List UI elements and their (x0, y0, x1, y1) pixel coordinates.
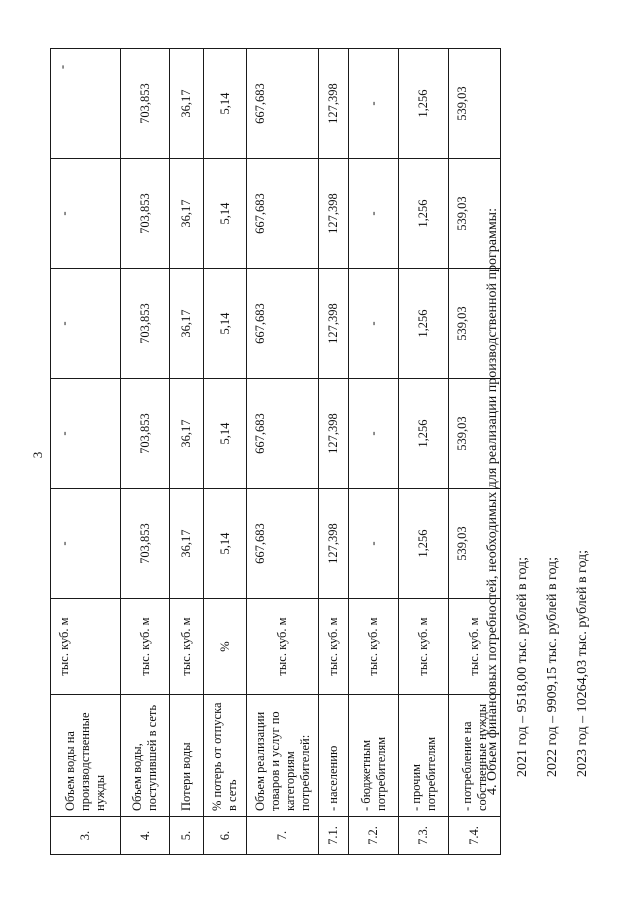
table-row (349, 49, 399, 855)
row-value: - (51, 269, 121, 379)
row-number: 7.2. (349, 817, 399, 855)
row-value: 1,256 (399, 49, 449, 159)
table-row (51, 49, 121, 855)
table-row (204, 49, 247, 855)
row-unit: тыс. куб. м (247, 599, 319, 695)
row-number: 7.4. (449, 817, 501, 855)
row-name: Потери воды (170, 695, 204, 817)
row-unit: % (204, 599, 247, 695)
row-value: 36,17 (170, 159, 204, 269)
row-name: - бюджетным потребителям (349, 695, 399, 817)
row-value: - (51, 49, 121, 159)
row-value: 667,683 (247, 269, 319, 379)
row-number: 7.1. (319, 817, 349, 855)
row-value: 539,03 (449, 269, 501, 379)
row-value: 36,17 (170, 489, 204, 599)
row-value: 539,03 (449, 379, 501, 489)
row-unit: тыс. куб. м (51, 599, 121, 695)
table-row (170, 49, 204, 855)
row-value: 667,683 (247, 489, 319, 599)
table-row (247, 49, 319, 855)
row-value: - (51, 379, 121, 489)
row-value: - (349, 489, 399, 599)
row-value: 1,256 (399, 159, 449, 269)
row-value: 127,398 (319, 269, 349, 379)
row-value: 5,14 (204, 49, 247, 159)
row-number: 3. (51, 817, 121, 855)
row-name: % потерь от отпуска в сеть (204, 695, 247, 817)
row-name: - прочим потребителям (399, 695, 449, 817)
financial-line-2022: 2022 год – 9909,15 тыс. рублей в год; (545, 556, 560, 777)
row-value: - (349, 269, 399, 379)
row-value: 703,853 (121, 379, 170, 489)
row-value: 5,14 (204, 379, 247, 489)
financial-line-2021: 2021 год – 9518,00 тыс. рублей в год; (515, 556, 530, 777)
row-number: 7.3. (399, 817, 449, 855)
row-value: 1,256 (399, 489, 449, 599)
row-value: 5,14 (204, 159, 247, 269)
table-row (121, 49, 170, 855)
row-value: 1,256 (399, 379, 449, 489)
row-unit: тыс. куб. м (399, 599, 449, 695)
row-value: 127,398 (319, 379, 349, 489)
row-value: 703,853 (121, 159, 170, 269)
row-value: 36,17 (170, 379, 204, 489)
row-name: - потребление на собственные нужды (449, 695, 501, 817)
row-value: 539,03 (449, 49, 501, 159)
row-value: - (349, 49, 399, 159)
row-unit: тыс. куб. м (319, 599, 349, 695)
row-value: - (349, 159, 399, 269)
row-value: 5,14 (204, 269, 247, 379)
row-value: 36,17 (170, 49, 204, 159)
row-value: 703,853 (121, 489, 170, 599)
row-number: 6. (204, 817, 247, 855)
row-unit: тыс. куб. м (449, 599, 501, 695)
row-value: 539,03 (449, 489, 501, 599)
row-value: 667,683 (247, 379, 319, 489)
page-number: 3 (30, 451, 45, 459)
row-number: 7. (247, 817, 319, 855)
financial-needs-heading: 4. Объем финансовых потребностей, необходимых для реализации производственной программы: (485, 208, 500, 795)
financial-line-2023: 2023 год – 10264,03 тыс. рублей в год; (575, 549, 590, 777)
table-row (319, 49, 349, 855)
production-table-wrap (50, 48, 501, 855)
row-value: 667,683 (247, 49, 319, 159)
row-value: - (51, 159, 121, 269)
row-unit: тыс. куб. м (170, 599, 204, 695)
row-value: - (51, 489, 121, 599)
row-number: 4. (121, 817, 170, 855)
row-value: - (349, 379, 399, 489)
row-unit: тыс. куб. м (121, 599, 170, 695)
row-name: Объем реализации товаров и услуг по категориям потребителей: (247, 695, 319, 817)
row-value: 1,256 (399, 269, 449, 379)
row-value: 703,853 (121, 49, 170, 159)
production-table (50, 48, 501, 855)
table-row (399, 49, 449, 855)
row-value: 5,14 (204, 489, 247, 599)
row-name: - населению (319, 695, 349, 817)
row-value: 127,398 (319, 49, 349, 159)
row-name: Объем воды, поступившей в сеть (121, 695, 170, 817)
row-name: Объем воды на производственные нужды (51, 695, 121, 817)
financial-needs-section (478, 45, 598, 805)
row-value: 127,398 (319, 489, 349, 599)
row-value: 36,17 (170, 269, 204, 379)
row-number: 5. (170, 817, 204, 855)
row-value: 667,683 (247, 159, 319, 269)
row-value: 703,853 (121, 269, 170, 379)
row-value: 127,398 (319, 159, 349, 269)
row-unit: тыс. куб. м (349, 599, 399, 695)
row-value: 539,03 (449, 159, 501, 269)
